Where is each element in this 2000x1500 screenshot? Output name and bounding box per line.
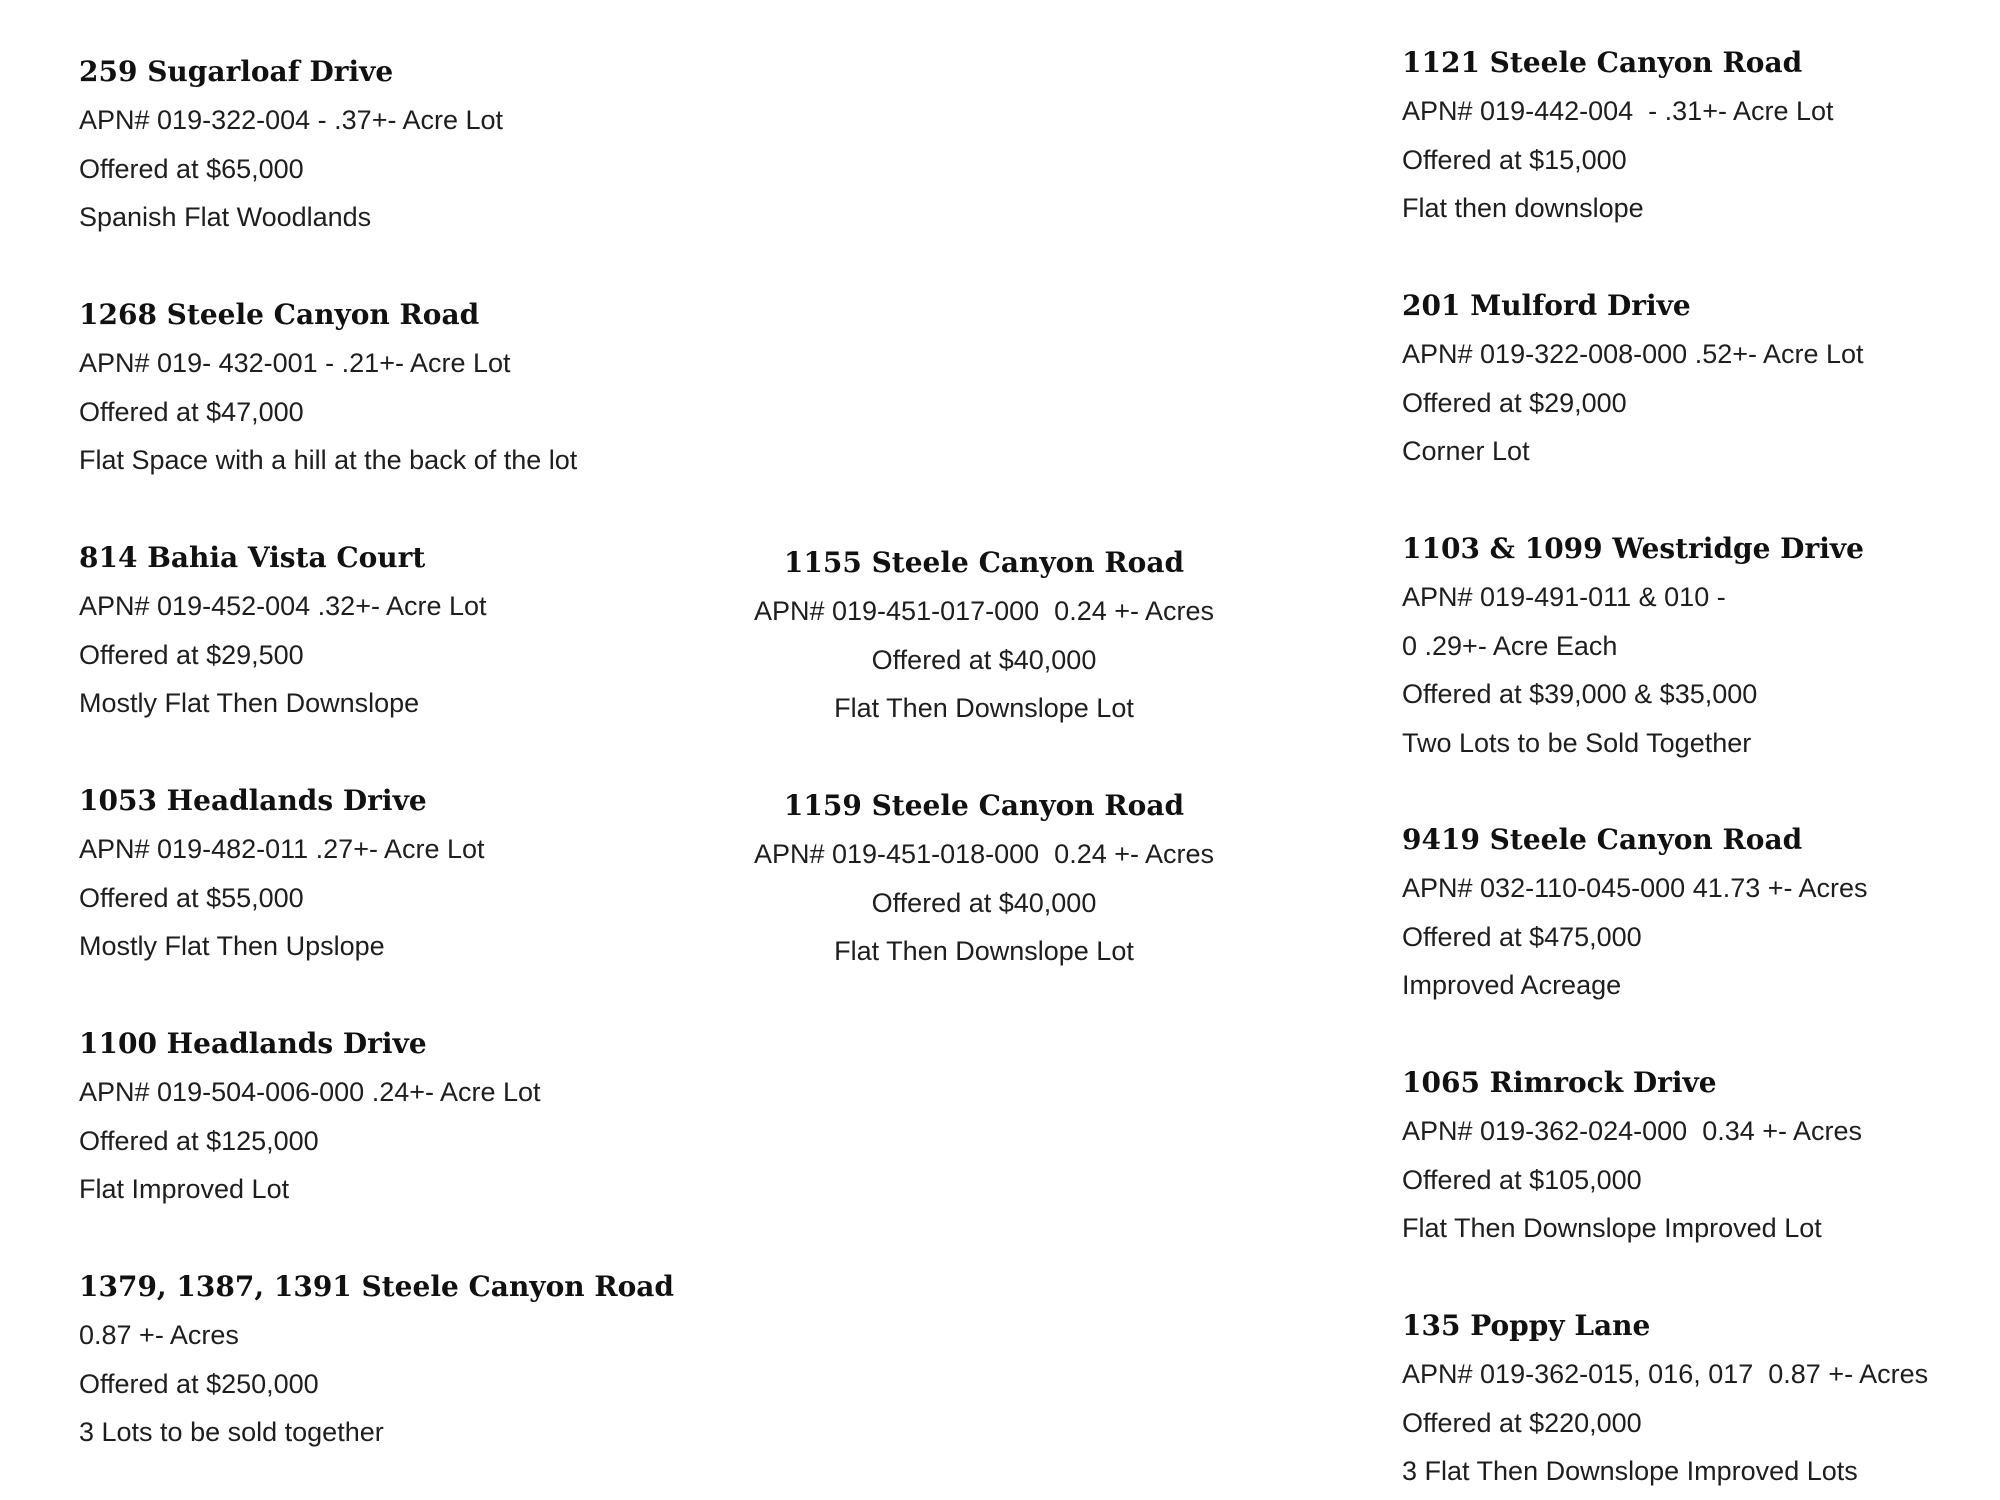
listing-description: Corner Lot <box>1402 436 1530 466</box>
listing-address: 1155 Steele Canyon Road <box>783 546 1185 579</box>
listing <box>79 1263 719 1457</box>
listing <box>1402 525 1982 767</box>
listing-description: Improved Acreage <box>1402 970 1622 1000</box>
listing-apn: APN# 019-451-017-000 0.24 +- Acres <box>753 596 1215 626</box>
listing-price: Offered at $29,000 <box>1402 387 1627 418</box>
listing <box>79 1020 719 1214</box>
listing <box>79 777 719 971</box>
listing-price: Offered at $40,000 <box>871 887 1097 918</box>
listing-description: Flat then downslope <box>1402 193 1644 223</box>
listing-apn: APN# 032-110-045-000 41.73 +- Acres <box>1402 873 1868 903</box>
listing <box>729 782 1239 976</box>
listing-description: Flat Then Downslope Lot <box>834 936 1134 966</box>
listing <box>79 48 719 242</box>
listing-apn: APN# 019-442-004 - .31+- Acre Lot <box>1402 96 1834 126</box>
listing-address: 1100 Headlands Drive <box>79 1027 427 1060</box>
listing <box>79 534 719 728</box>
listing-apn: APN# 019-322-008-000 .52+- Acre Lot <box>1402 339 1864 369</box>
listing-address: 1121 Steele Canyon Road <box>1402 46 1803 79</box>
listing-price: Offered at $29,500 <box>79 639 304 670</box>
listing-price: Offered at $55,000 <box>79 882 304 913</box>
listing-apn: APN# 019- 432-001 - .21+- Acre Lot <box>79 348 511 378</box>
listing-description: 3 Flat Then Downslope Improved Lots <box>1402 1456 1858 1486</box>
listing-address: 1268 Steele Canyon Road <box>79 298 480 331</box>
listing <box>1402 1302 1982 1496</box>
listing-description: Mostly Flat Then Downslope <box>79 688 420 718</box>
listing-price: Offered at $125,000 <box>79 1125 319 1156</box>
listing-address: 9419 Steele Canyon Road <box>1402 823 1803 856</box>
listing-apn: APN# 019-491-011 & 010 - <box>1402 582 1726 612</box>
listing-apn: APN# 019-482-011 .27+- Acre Lot <box>79 834 485 864</box>
listing-acreage: 0.87 +- Acres <box>79 1320 239 1350</box>
listing-description: Mostly Flat Then Upslope <box>79 931 385 961</box>
listing <box>1402 39 1982 233</box>
listing-price: Offered at $47,000 <box>79 396 304 427</box>
listing-address: 1065 Rimrock Drive <box>1402 1066 1717 1099</box>
listing-apn: APN# 019-451-018-000 0.24 +- Acres <box>753 839 1215 869</box>
listing-address: 814 Bahia Vista Court <box>79 541 426 574</box>
listing <box>1402 282 1982 476</box>
listing-acreage: 0 .29+- Acre Each <box>1402 630 1618 661</box>
listing-description: Two Lots to be Sold Together <box>1402 727 1752 758</box>
listing-description: 3 Lots to be sold together <box>79 1417 384 1447</box>
listing-apn: APN# 019-322-004 - .37+- Acre Lot <box>79 105 504 135</box>
listing-price: Offered at $40,000 <box>871 644 1097 675</box>
listing <box>729 539 1239 733</box>
listing <box>1402 1059 1982 1253</box>
listing-address: 1379, 1387, 1391 Steele Canyon Road <box>79 1270 675 1303</box>
listing-price: Offered at $105,000 <box>1402 1164 1642 1195</box>
listing-address: 1053 Headlands Drive <box>79 784 427 817</box>
listing-price: Offered at $65,000 <box>79 153 304 184</box>
listing-description: Flat Then Downslope Improved Lot <box>1402 1213 1822 1243</box>
listing-description: Flat Improved Lot <box>79 1174 290 1204</box>
listing-price: Offered at $475,000 <box>1402 921 1642 952</box>
listing-address: 259 Sugarloaf Drive <box>79 55 394 88</box>
listing-description: Flat Space with a hill at the back of the lot <box>79 445 578 475</box>
listing-price: Offered at $250,000 <box>79 1368 319 1399</box>
listing-apn: APN# 019-452-004 .32+- Acre Lot <box>79 591 487 621</box>
listing <box>1402 816 1982 1010</box>
listing-apn: APN# 019-362-015, 016, 017 0.87 +- Acres <box>1402 1359 1929 1389</box>
listing-description: Spanish Flat Woodlands <box>79 202 372 232</box>
listing <box>79 291 719 485</box>
listing-apn: APN# 019-362-024-000 0.34 +- Acres <box>1402 1116 1863 1146</box>
listing-price: Offered at $15,000 <box>1402 144 1627 175</box>
listing-address: 201 Mulford Drive <box>1402 289 1691 322</box>
listing-address: 135 Poppy Lane <box>1402 1309 1651 1342</box>
listing-address: 1159 Steele Canyon Road <box>783 789 1185 822</box>
listing-price: Offered at $39,000 & $35,000 <box>1402 679 1758 709</box>
listing-price: Offered at $220,000 <box>1402 1407 1642 1438</box>
listing-description: Flat Then Downslope Lot <box>834 693 1134 723</box>
listing-apn: APN# 019-504-006-000 .24+- Acre Lot <box>79 1077 541 1107</box>
listing-address: 1103 & 1099 Westridge Drive <box>1402 532 1864 565</box>
